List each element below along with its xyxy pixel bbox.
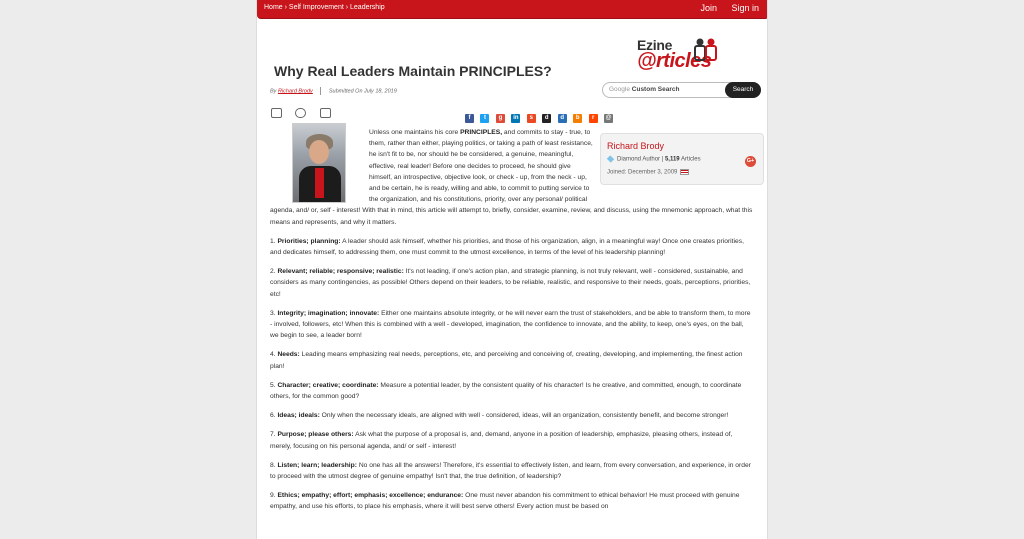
breadcrumb-self-improvement[interactable]: Self Improvement <box>288 4 344 11</box>
article-page <box>256 0 768 539</box>
facebook-icon[interactable]: f <box>465 114 474 123</box>
article-point: 3. Integrity; imagination; innovate: Either one maintains absolute integrity, or he will never earn the trust of stakeholders, and be able to transform them, to more - involved, followers, etc! When this is combined with a well - developed, imagination, the confidence to innovate, and the ability, to keep, one's eyes, on the ball, we begin to see, a leader born! <box>270 309 751 340</box>
intro-paragraph: Unless one maintains his core PRINCIPLES, and commits to stay - true, to them, rather than either, playing politics, or taking a path of least resistance, he isn't fit to be, nor should he be considered, a genuine, meaningful, effective, real leader! Before one decides to proceed, he should give himself, an introspective, objective look, or check - up, from the neck - up, and be certain, he is ready, willing and able, to commit to putting service to the organization, and his constitutions, priority, over any personal/ political agenda, and/ or, self - interest! With that in mind, this article will attempt to, briefly, consider, examine, review, and discuss, using the mnemonic approach, what this means and represents, and why it matters. <box>270 129 753 226</box>
article-body <box>270 127 754 521</box>
logo-people-icon <box>689 37 721 69</box>
top-bar <box>257 0 768 19</box>
custom-search <box>602 82 761 98</box>
article-title: Why Real Leaders Maintain PRINCIPLES? <box>274 63 552 79</box>
top-nav <box>688 3 759 13</box>
ezinearticles-logo[interactable] <box>637 37 721 77</box>
article-actions <box>271 105 340 117</box>
author-joined: Joined: December 3, 2009 <box>607 169 689 176</box>
signin-link[interactable]: Sign in <box>731 3 759 13</box>
submitted-date: Submitted On July 18, 2019 <box>328 88 397 95</box>
divider <box>320 87 321 95</box>
article-point: 1. Priorities; planning: A leader should ask himself, whether his priorities, and those of his organization, align, in a meaningful way! Once one creates priorities, and dedicates himself, to addressing them, one must commit to the utmost excellence, in terms of the level of his leadership planning! <box>270 237 744 257</box>
article-point: 6. Ideas; ideals: Only when the necessary ideals, are aligned with well - considered, ideas, will an organization, consistently benefit, and become stronger! <box>270 412 729 420</box>
print-icon[interactable] <box>320 108 331 118</box>
email-icon[interactable] <box>271 108 282 118</box>
breadcrumb-leadership[interactable]: Leadership <box>350 4 385 11</box>
reddit-icon[interactable]: r <box>589 114 598 123</box>
blogger-icon[interactable]: b <box>573 114 582 123</box>
logo-text-ezine: Ezine <box>637 37 673 53</box>
breadcrumb: Home › Self Improvement › Leadership <box>264 4 385 11</box>
logo-text-articles: @rticles <box>637 50 712 72</box>
breadcrumb-home[interactable]: Home <box>264 4 283 11</box>
email-share-icon[interactable]: @ <box>605 115 612 121</box>
article-point: 9. Ethics; empathy; effort; emphasis; excellence; endurance: One must never abandon his commitment to ethical behavior! He must proceed with genuine empathy, and use his efforts, to place his emphasis, where it will best serve others! Every action must be based on <box>270 492 740 511</box>
search-input[interactable] <box>609 85 724 96</box>
googleplus-profile-icon[interactable]: G+ <box>745 156 756 167</box>
linkedin-icon[interactable]: in <box>513 115 519 121</box>
googleplus-icon[interactable]: g <box>496 114 505 123</box>
join-link[interactable]: Join <box>700 3 717 13</box>
search-button[interactable]: Search <box>725 82 761 98</box>
stumbleupon-icon[interactable]: s <box>527 114 536 123</box>
article-point: 7. Purpose; please others: Ask what the purpose of a proposal is, and, demand, anyone in a position of leadership, emphasize, pleasing others, instead of, merely, focusing on his personal agenda, and/ or self - interest! <box>270 431 733 450</box>
author-name[interactable]: Richard Brody <box>607 141 665 151</box>
delicious-icon[interactable]: d <box>542 114 551 123</box>
digg-icon[interactable]: d <box>558 114 567 123</box>
author-link[interactable]: Richard Brody <box>277 88 313 95</box>
byline: By Richard Brody Submitted On July 18, 2019 <box>270 88 397 95</box>
article-point: 2. Relevant; reliable; responsive; realistic: It's not leading, if one's action plan, and strategic planning, is not truly relevant, well - considered, sustainable, and considers as many contingencies, as possible! Others depend on their leaders, to be reliable, realistic, and responsive to their needs, goals, perceptions, priorities, etc! <box>270 268 751 298</box>
share-bar <box>465 106 615 121</box>
article-point: 8. Listen; learn; leadership: No one has all the answers! Therefore, it's essential to effectively listen, and learn, from every conversation, and experience, in order to proceed with the utmost degree of genuine empathy! Isn't that, the true definition, of leadership? <box>270 461 751 481</box>
article-point: 4. Needs: Leading means emphasizing real needs, perceptions, etc, and perceiving and conceiving of, creating, developing, and implementing, the finest action plan! <box>270 351 743 370</box>
google-custom-search-label: Google Custom Search <box>609 86 680 93</box>
article-point: 5. Character; creative; coordinate: Measure a potential leader, by the consistent quality of his character! Is he creative, and committed, enough, to coordinate others, for the common good? <box>270 381 742 401</box>
twitter-icon[interactable]: t <box>480 114 489 123</box>
author-rank: Diamond Author | 5,119 Articles <box>607 156 701 163</box>
comment-icon[interactable] <box>295 108 306 118</box>
